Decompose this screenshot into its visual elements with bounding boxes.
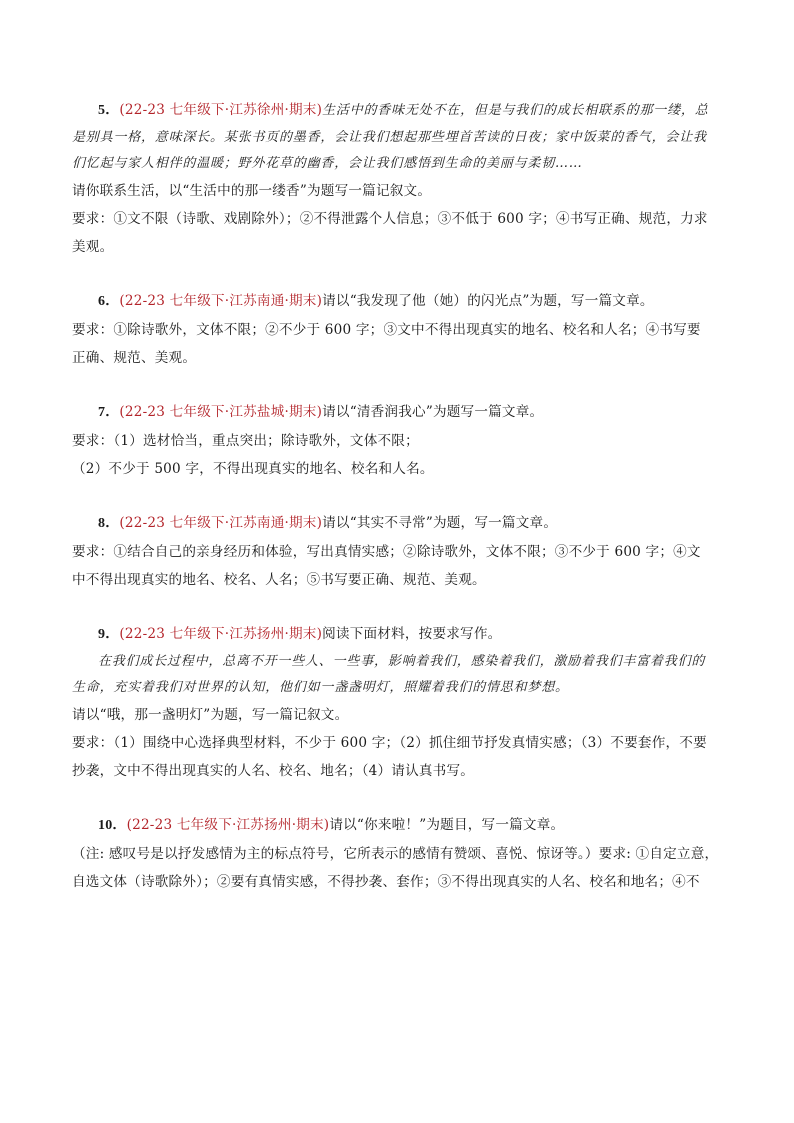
question-number: 5． [98,103,120,118]
material-text: 是别具一格，意味深长。某张书页的墨香，会让我们想起那些埋首苦读的日夜；家中饭菜的香气，会让我 [72,130,707,145]
prompt-text: 请以“哦，那一盏明灯”为题，写一篇记叙文。 [72,707,349,723]
requirements-text: 抄袭，文中不得出现真实的人名、校名、地名；（4）请认真书写。 [72,763,475,779]
question-source: (22-23 七年级下·江苏扬州·期末) [126,817,330,833]
question-number: 6． [98,294,120,309]
requirements-text: 正确、规范、美观。 [72,350,197,366]
question-header [72,287,724,316]
question-number: 10． [98,818,127,833]
document-page [72,96,724,922]
requirements-text: 美观。 [72,239,114,255]
requirements-text: 要求：①除诗歌外，文体不限；②不少于 600 字；③文中不得出现真实的地名、校名和人名；④书写要 [72,322,701,338]
question-9 [72,620,724,785]
question-number: 7． [98,405,120,420]
prompt-text: 请以“其实不寻常”为题，写一篇文章。 [322,515,558,531]
requirements-text: 自选文体（诗歌除外）；②要有真情实感，不得抄袭、套作；③不得出现真实的人名、校名和地名；④不 [72,874,700,890]
question-8 [72,509,724,594]
question-6 [72,287,724,372]
question-header [72,811,724,840]
question-number: 9． [98,627,120,642]
prompt-text: 阅读下面材料，按要求写作。 [322,626,502,642]
requirements-text: 要求：（1）选材恰当，重点突出；除诗歌外，文体不限； [72,433,419,449]
question-7 [72,398,724,483]
requirements-text: 要求：①文不限（诗歌、戏剧除外）；②不得泄露个人信息；③不低于 600 字；④书写正确、规范，力求 [72,211,708,227]
question-5 [72,96,724,261]
prompt-text: 请以“我发现了他（她）的闪光点”为题，写一篇文章。 [322,293,654,309]
question-header [72,620,724,649]
requirements-text: 要求：（1）围绕中心选择典型材料，不少于 600 字；（2）抓住细节抒发真情实感；（3）不要套作，不要 [72,735,707,751]
question-header [72,398,724,427]
material-text: 生活中的香味无处不在，但是与我们的成长相联系的那一缕，总 [322,103,709,118]
material-text: 在我们成长过程中，总离不开一些人、一些事，影响着我们，感染着我们，激励着我们丰富着我们的 [98,654,706,669]
prompt-text: 请以“你来啦！”为题目，写一篇文章。 [329,817,565,833]
question-source: (22-23 七年级下·江苏南通·期末) [119,515,323,531]
question-source: (22-23 七年级下·江苏盐城·期末) [119,404,323,420]
prompt-text: 请以“清香润我心”为题写一篇文章。 [322,404,544,420]
question-number: 8． [98,516,120,531]
prompt-text: 请你联系生活，以“生活中的那一缕香”为题写一篇记叙文。 [72,183,432,199]
material-text: 们忆起与家人相伴的温暖；野外花草的幽香，会让我们感悟到生命的美丽与柔韧…… [72,156,583,171]
requirements-text: （注: 感叹号是以抒发感情为主的标点符号，它所表示的感情有赞颂、喜悦、惊讶等。）要求: ①自定立意， [72,846,719,862]
requirements-text: 中不得出现真实的地名、校名、人名；⑤书写要正确、规范、美观。 [72,572,486,588]
material-text: 生命，充实着我们对世界的认知，他们如一盏盏明灯，照耀着我们的情思和梦想。 [72,680,569,695]
question-source: (22-23 七年级下·江苏南通·期末) [119,293,323,309]
question-source: (22-23 七年级下·江苏扬州·期末) [119,626,323,642]
question-source: (22-23 七年级下·江苏徐州·期末) [119,102,323,118]
question-header [72,96,724,125]
requirements-text: （2）不少于 500 字，不得出现真实的地名、校名和人名。 [72,461,434,477]
requirements-text: 要求：①结合自己的亲身经历和体验，写出真情实感；②除诗歌外，文体不限；③不少于 600 字；④文 [72,544,701,560]
question-header [72,509,724,538]
question-10 [72,811,724,896]
